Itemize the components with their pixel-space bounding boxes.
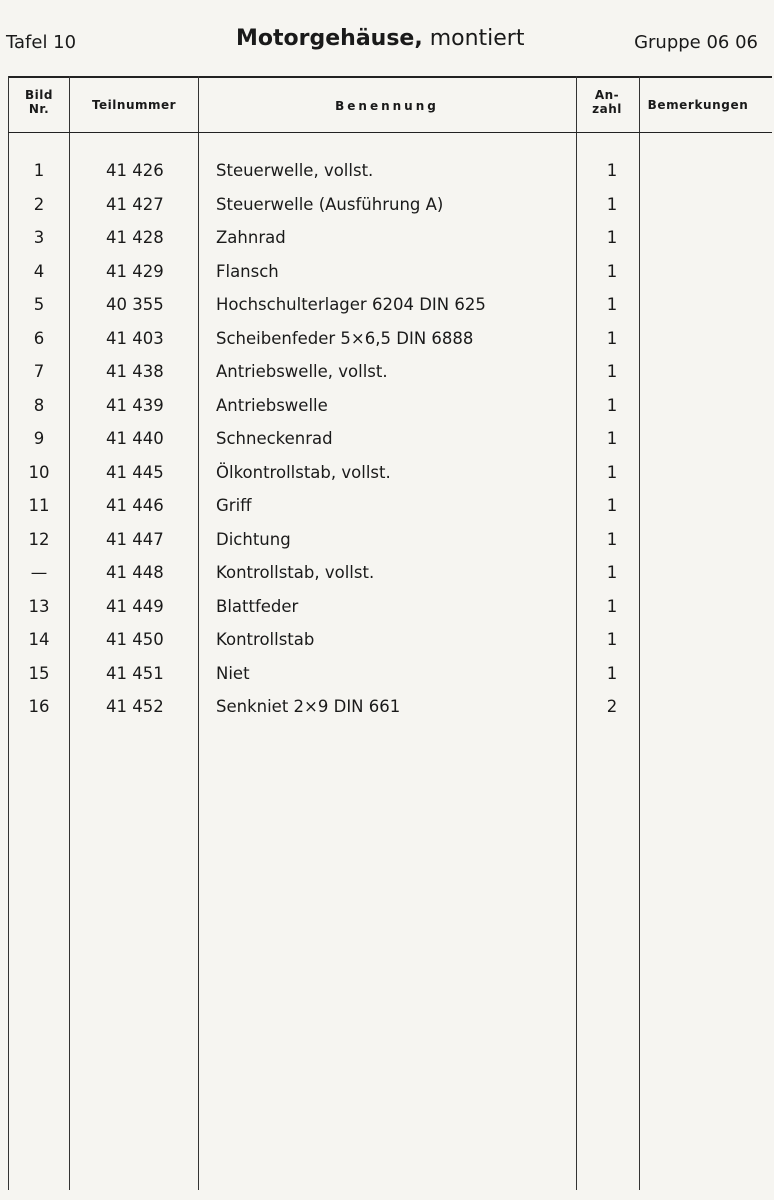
table-row — [0, 557, 774, 591]
cell-teilnummer: 41 450 — [106, 630, 164, 649]
page-title-rest: montiert — [429, 26, 525, 51]
table-row — [0, 356, 774, 390]
column-header-bild-line2: Nr. — [28, 102, 50, 116]
table-row — [0, 390, 774, 424]
cell-anzahl: 1 — [606, 663, 618, 683]
cell-teilnummer: 41 448 — [106, 563, 164, 582]
plate-number: Tafel 10 — [6, 32, 77, 53]
cell-anzahl: 1 — [606, 161, 618, 180]
cell-anzahl: 1 — [606, 295, 618, 314]
table-row — [0, 289, 774, 323]
table-row — [0, 457, 774, 491]
cell-bild-nr: 14 — [28, 630, 50, 649]
cell-anzahl: 1 — [606, 261, 618, 281]
cell-bild-nr: 13 — [28, 596, 50, 616]
cell-anzahl: 1 — [606, 362, 618, 381]
cell-teilnummer: 40 355 — [106, 295, 164, 314]
cell-teilnummer: 41 447 — [106, 529, 164, 549]
cell-benennung: Schneckenrad — [216, 429, 333, 448]
table-row — [0, 691, 774, 725]
table-row — [0, 323, 774, 357]
cell-benennung: Hochschulterlager 6204 DIN 625 — [216, 295, 486, 314]
table-row — [0, 624, 774, 658]
cell-teilnummer: 41 445 — [106, 462, 164, 482]
cell-bild-nr: 4 — [33, 261, 45, 281]
column-header-anzahl-line2: zahl — [592, 102, 622, 116]
table-row — [0, 658, 774, 692]
cell-teilnummer: 41 428 — [106, 228, 164, 247]
cell-bild-nr: 1 — [33, 161, 45, 180]
cell-benennung: Dichtung — [216, 529, 291, 549]
table-row — [0, 222, 774, 256]
cell-bild-nr: 5 — [33, 295, 45, 314]
page-header — [0, 24, 774, 60]
column-header-bild-line1: Bild — [25, 88, 53, 102]
cell-benennung: Antriebswelle — [216, 395, 328, 415]
cell-teilnummer: 41 438 — [106, 362, 164, 381]
cell-bild-nr: 11 — [28, 496, 50, 515]
cell-bild-nr: 6 — [33, 328, 45, 348]
cell-anzahl: 1 — [606, 496, 618, 515]
table-row — [0, 524, 774, 558]
cell-teilnummer: 41 449 — [106, 596, 164, 616]
page-title — [236, 26, 524, 51]
table-row — [0, 256, 774, 290]
cell-anzahl: 1 — [606, 429, 618, 448]
table-row — [0, 155, 774, 189]
cell-anzahl: 1 — [606, 596, 618, 616]
cell-benennung: Kontrollstab — [216, 630, 315, 649]
group-number: Gruppe 06 06 — [634, 32, 758, 53]
column-header-bild — [8, 88, 70, 116]
cell-bild-nr: 10 — [28, 462, 50, 482]
cell-teilnummer: 41 403 — [106, 328, 164, 348]
cell-teilnummer: 41 429 — [106, 261, 164, 281]
cell-teilnummer: 41 439 — [106, 395, 164, 415]
cell-teilnummer: 41 440 — [106, 429, 164, 448]
cell-bild-nr: 7 — [33, 362, 45, 381]
cell-bild-nr: 2 — [33, 194, 45, 214]
cell-benennung: Niet — [216, 663, 250, 683]
cell-anzahl: 1 — [606, 462, 618, 482]
cell-benennung: Griff — [216, 496, 252, 515]
cell-bild-nr: 12 — [28, 529, 50, 549]
table-row — [0, 423, 774, 457]
cell-anzahl: 1 — [606, 630, 618, 649]
cell-benennung: Steuerwelle (Ausführung A) — [216, 194, 444, 214]
cell-anzahl: 1 — [606, 563, 618, 582]
cell-benennung: Kontrollstab, vollst. — [216, 563, 375, 582]
cell-bild-nr: 8 — [33, 395, 45, 415]
cell-teilnummer: 41 451 — [106, 663, 164, 683]
page-title-bold: Motorgehäuse, — [236, 26, 423, 51]
cell-bild-nr: 9 — [33, 429, 45, 448]
cell-anzahl: 1 — [606, 228, 618, 247]
cell-benennung: Scheibenfeder 5×6,5 DIN 6888 — [216, 328, 474, 348]
cell-benennung: Antriebswelle, vollst. — [216, 362, 388, 381]
column-header-bemerkungen: Bemerkungen — [647, 98, 749, 112]
column-header-anzahl — [576, 88, 638, 116]
cell-bild-nr: 3 — [33, 228, 45, 247]
cell-anzahl: 1 — [606, 529, 618, 549]
cell-benennung: Steuerwelle, vollst. — [216, 161, 374, 180]
cell-benennung: Ölkontrollstab, vollst. — [216, 462, 391, 482]
table-row — [0, 591, 774, 625]
table-row — [0, 490, 774, 524]
column-header-teilnummer: Teilnummer — [91, 98, 177, 112]
cell-benennung: Senkniet 2×9 DIN 661 — [216, 697, 401, 716]
cell-teilnummer: 41 426 — [106, 161, 164, 180]
cell-anzahl: 1 — [606, 194, 618, 214]
table-row — [0, 189, 774, 223]
cell-teilnummer: 41 452 — [106, 697, 164, 716]
cell-teilnummer: 41 427 — [106, 194, 164, 214]
cell-benennung: Blattfeder — [216, 596, 299, 616]
column-header-anzahl-line1: An- — [594, 88, 620, 102]
cell-bild-nr: — — [30, 563, 48, 582]
cell-teilnummer: 41 446 — [106, 496, 164, 515]
parts-table-body — [0, 155, 774, 725]
cell-anzahl: 1 — [606, 395, 618, 415]
header-rule — [8, 132, 772, 133]
cell-bild-nr: 16 — [28, 697, 50, 716]
cell-bild-nr: 15 — [28, 663, 50, 683]
column-header-benennung: Benennung — [335, 99, 439, 113]
cell-anzahl: 2 — [606, 697, 618, 716]
cell-benennung: Zahnrad — [216, 228, 286, 247]
cell-benennung: Flansch — [216, 261, 279, 281]
cell-anzahl: 1 — [606, 328, 618, 348]
